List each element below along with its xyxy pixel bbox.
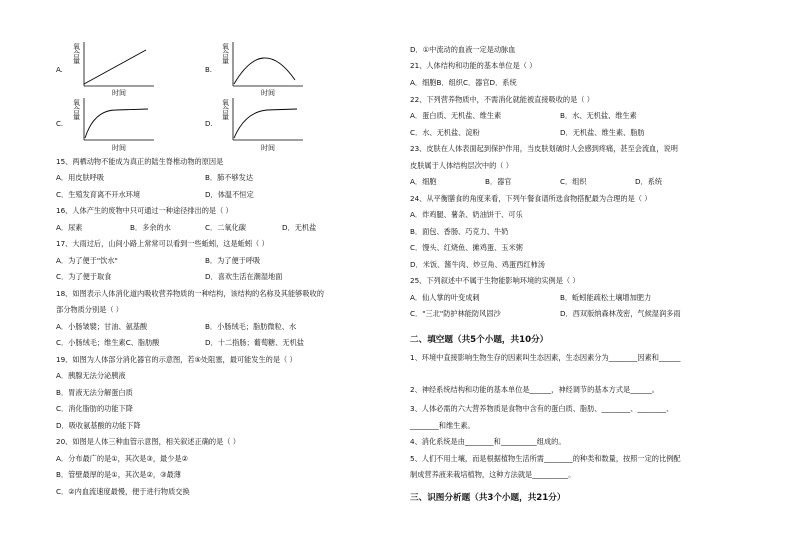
- curve-b: [234, 58, 295, 84]
- graph-letter: B.: [205, 66, 213, 74]
- q15-stem: 15、两栖动物不能成为真正的陆生脊椎动物的原因是: [56, 157, 224, 166]
- q22-option-b: B．水、无机盐、维生素: [560, 111, 637, 120]
- q18-option-b: B．小肠绒毛；脂肪微粒、水: [205, 322, 297, 331]
- q15-option-d: D．体温不恒定: [205, 190, 254, 199]
- q20-option-d: D．①中流动的血液一定是动脉血: [410, 45, 516, 54]
- q24-option-c: C．馒头、红烧鱼、摊鸡蛋、玉米粥: [410, 243, 523, 252]
- q17-option-b: B．为了便于呼吸: [205, 256, 261, 265]
- q25-option-c: C．"三北"防护林能防风固沙: [410, 309, 501, 318]
- q17-option-a: A．为了便于"饮水": [56, 256, 118, 265]
- section-3-heading: 三、识图分析题（共3个小题，共21分）: [410, 493, 566, 503]
- graph-ylabel: 氧 合 量: [73, 43, 80, 65]
- q16-option-c: C．二氧化碳: [205, 223, 246, 232]
- q17-option-c: C．为了便于取食: [56, 272, 112, 281]
- graph-c: [56, 98, 166, 156]
- curve-d: [234, 109, 297, 138]
- q22-option-a: A．蛋白质、无机盐、维生素: [410, 111, 502, 120]
- q24-stem: 24、从平衡膳食的角度来看，下列午餐食谱所选食物搭配最为合理的是（ ）: [410, 194, 652, 203]
- graph-xlabel: 时间: [261, 144, 275, 152]
- fill-q5-line1: 5、人们不用土壤，而是根据植物生活所需________的种类和数量，按照一定的比例配: [410, 454, 681, 463]
- q25-option-a: A．仙人掌的叶变成刺: [410, 293, 480, 302]
- graph-xlabel: 时间: [112, 144, 126, 152]
- q24-option-a: A．炸鸡腿、薯条、奶油饼干、可乐: [410, 210, 523, 219]
- q18-stem-line1: 18、如图表示人体消化道内吸收营养物质的一种结构，该结构的名称及其能够吸收的: [56, 289, 324, 298]
- q25-option-b: B．蚯蚓能疏松土壤增加肥力: [560, 293, 652, 302]
- q19-option-a: A．胰腺无法分泌胰液: [56, 371, 126, 380]
- q23-stem-line1: 23、皮肤在人体表面起到保护作用，当皮肤划破时人会感到疼痛，甚至会流血，说明: [410, 144, 678, 153]
- q16-option-d: D．无机盐: [282, 223, 317, 232]
- fill-q3-line1: 3、人体必需的六大营养物质是食物中含有的蛋白质、脂肪、________、________、: [410, 404, 674, 413]
- q19-option-d: D．吸收氨基酸的功能下降: [56, 421, 141, 430]
- q16-stem: 16、人体产生的废物中只可通过一种途径排出的是（ ）: [56, 206, 233, 215]
- graph-xlabel: 时间: [261, 89, 275, 97]
- graph-xlabel: 时间: [112, 89, 126, 97]
- q17-option-d: D．喜欢生活在潮湿地面: [205, 272, 283, 281]
- q25-option-d: D．西双版纳森林茂密，气候湿润多雨: [560, 309, 681, 318]
- q15-option-a: A．用皮肤呼吸: [56, 173, 105, 182]
- q17-stem: 17、大雨过后，山间小路上常常可以看到一些蚯蚓，这是蚯蚓（ ）: [56, 239, 269, 248]
- q22-option-c: C．水、无机盐、淀粉: [410, 128, 480, 137]
- q24-option-d: D．米饭、酱牛肉、炒豆角、鸡蛋西红柿汤: [410, 260, 545, 269]
- graph-b: [205, 40, 315, 98]
- q18-option-d: D．十二指肠；葡萄糖、无机盐: [205, 338, 304, 347]
- q20-option-b: B．管壁最厚的是①，其次是②，③最薄: [56, 470, 181, 479]
- q16-option-a: A．尿素: [56, 223, 83, 232]
- q19-stem: 19、如图为人体部分消化器官的示意图，若⑤处阻塞，最可能发生的是（ ）: [56, 355, 297, 364]
- q23-option-d: D．系统: [635, 177, 663, 186]
- q22-stem: 22、下列营养物质中，不需消化就能被直接吸收的是（ ）: [410, 95, 594, 104]
- q24-option-b: B．面包、香肠、巧克力、牛奶: [410, 227, 509, 236]
- graph-ylabel: 氧 合 量: [222, 43, 229, 65]
- q15-option-c: C．生殖发育离不开水环境: [56, 190, 141, 199]
- q23-option-a: A．细胞: [410, 177, 437, 186]
- q18-option-a: A．小肠皱襞；甘油、氨基酸: [56, 322, 148, 331]
- graph-ylabel: 氧 合 量: [73, 99, 80, 121]
- graph-letter: D.: [205, 120, 213, 128]
- fill-q3-line2: ________和维生素。: [410, 421, 475, 430]
- fill-q5-line2: 制成营养液来栽培植物，这种方法就是__________。: [410, 470, 576, 479]
- curve-c: [85, 109, 148, 138]
- fill-q2: 2、神经系统结构和功能的基本单位是______，神经调节的基本方式是______。: [410, 385, 659, 394]
- q19-option-b: B．胃液无法分解蛋白质: [56, 388, 133, 397]
- q22-option-d: D．无机盐、维生素、脂肪: [560, 128, 645, 137]
- q18-stem-line2: 部分物质分别是（ ）: [56, 305, 123, 314]
- graph-letter: C.: [56, 120, 64, 128]
- q23-stem-line2: 皮肤属于人体结构层次中的（ ）: [410, 161, 513, 170]
- graph-letter: A.: [56, 66, 63, 74]
- q18-option-c: C．小肠绒毛；维生素C、脂肪酸: [56, 338, 160, 347]
- fill-q1: 1、环境中直接影响生物生存的因素叫生态因素，生态因素分为________因素和______: [410, 353, 681, 362]
- q19-option-c: C．消化脂肪的功能下降: [56, 404, 133, 413]
- graph-a: [56, 40, 166, 98]
- q21-stem: 21、人体结构和功能的基本单位是（ ）: [410, 61, 537, 70]
- q25-stem: 25、下列叙述中不属于生物能影响环境的实例是（ ）: [410, 276, 580, 285]
- q23-option-b: B．器官: [485, 177, 512, 186]
- graph-d: [205, 98, 315, 156]
- curve-a: [84, 50, 146, 84]
- q20-stem: 20、如图是人体三种血管示意图，相关叙述正确的是（ ）: [56, 437, 240, 446]
- q23-option-c: C．组织: [560, 177, 587, 186]
- graph-ylabel: 氧 合 量: [222, 99, 229, 121]
- q20-option-a: A．分布最广的是①，其次是③，最少是②: [56, 454, 189, 463]
- fill-q4: 4、消化系统是由________和__________组成的。: [410, 437, 566, 446]
- q21-options: A．细胞B．组织C．器官D．系统: [410, 78, 517, 87]
- q15-option-b: B．肺不够发达: [205, 173, 254, 182]
- q16-option-b: B．多余的水: [130, 223, 171, 232]
- q20-option-c: C．②内血流速度最慢，便于进行物质交换: [56, 487, 190, 496]
- section-2-heading: 二、填空题（共5个小题，共10分）: [410, 335, 549, 345]
